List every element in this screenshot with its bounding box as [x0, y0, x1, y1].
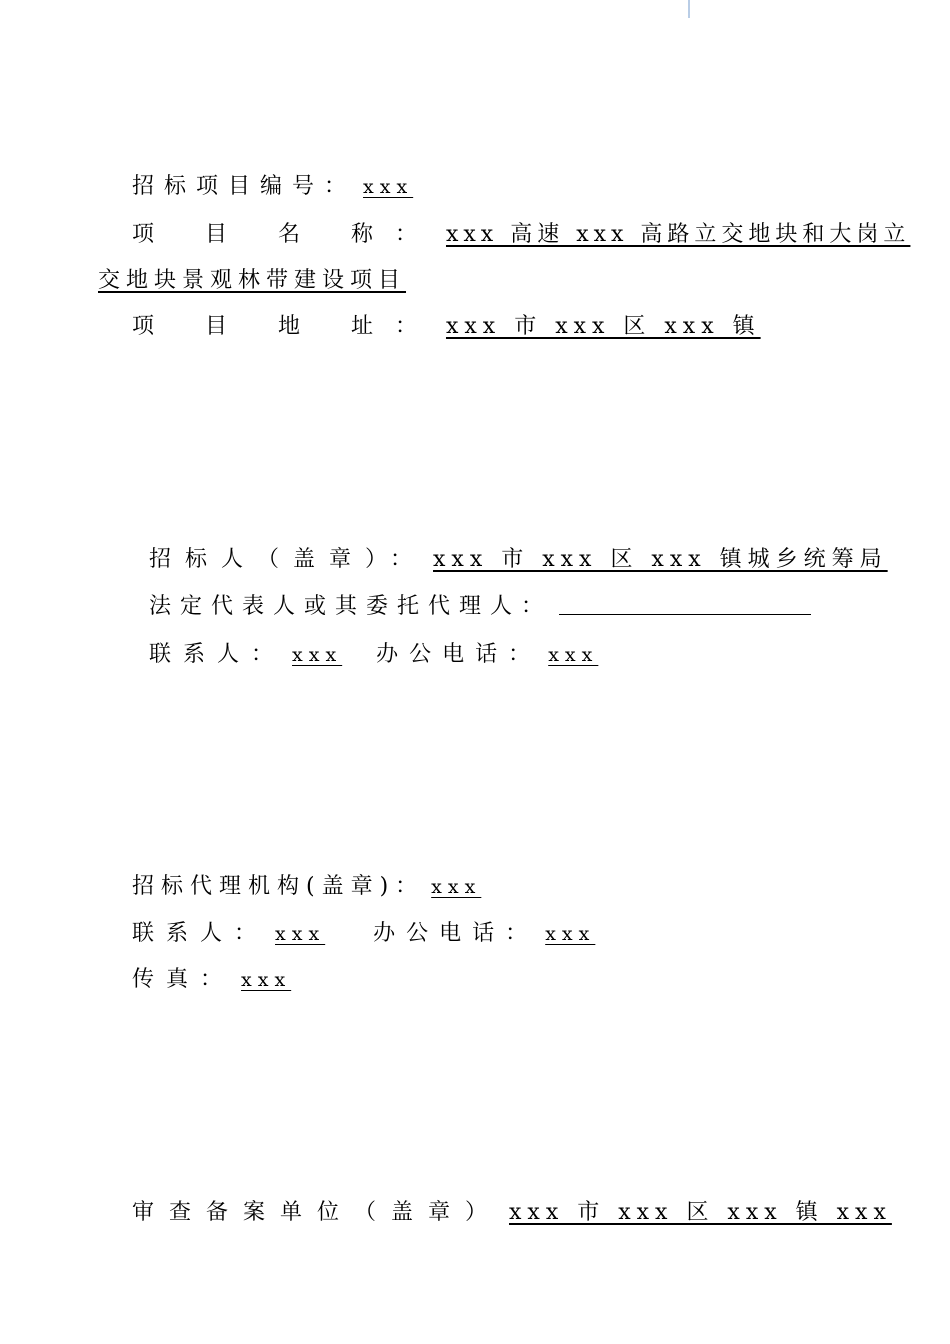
page-corner-mark	[688, 0, 690, 18]
project-name-row	[132, 220, 910, 250]
project-address-row	[132, 312, 761, 342]
legal-representative-row	[149, 592, 811, 622]
project-address-label: 项 目 地 址：	[132, 314, 439, 339]
agency-contact-row	[132, 919, 595, 949]
tenderer-row	[149, 545, 888, 575]
tenderer-label: 招标人（盖章）：	[149, 547, 427, 572]
agency-fax-value: xxx	[241, 969, 292, 991]
agency-contact-label: 联系人：	[132, 921, 269, 946]
project-number-value: xxx	[363, 176, 414, 198]
agency-fax-label: 传真：	[132, 967, 235, 992]
legal-representative-blank	[559, 592, 811, 615]
agency-contact-value: xxx	[275, 923, 326, 945]
agency-phone-value: xxx	[545, 923, 596, 945]
tenderer-contact-label: 联系人：	[149, 642, 286, 667]
review-unit-label: 审查备案单位（盖章）	[132, 1200, 503, 1225]
project-name-value-line1: xxx 高速 xxx 高路立交地块和大岗立	[445, 222, 911, 247]
tenderer-phone-value: xxx	[548, 644, 599, 666]
agency-label: 招标代理机构(盖章)：	[132, 874, 425, 899]
review-unit-row	[132, 1198, 892, 1228]
project-address-value: xxx 市 xxx 区 xxx 镇	[445, 314, 761, 339]
tenderer-value: xxx 市 xxx 区 xxx 镇城乡统筹局	[433, 547, 888, 572]
tenderer-contact-row	[149, 640, 598, 670]
agency-value: xxx	[431, 876, 482, 898]
agency-row	[132, 872, 481, 902]
agency-phone-label: 办公电话：	[373, 921, 539, 946]
project-name-value-line2: 交地块景观林带建设项目	[98, 268, 407, 293]
legal-representative-label: 法定代表人或其委托代理人：	[149, 594, 553, 619]
project-name-label: 项 目 名 称：	[132, 222, 439, 247]
agency-fax-row	[132, 965, 291, 995]
project-number-row	[132, 172, 413, 202]
tenderer-contact-value: xxx	[292, 644, 343, 666]
review-unit-value: xxx 市 xxx 区 xxx 镇 xxx	[509, 1200, 892, 1225]
project-number-label: 招标项目编号：	[132, 174, 357, 199]
project-name-row-continued	[98, 266, 406, 296]
tenderer-phone-label: 办公电话：	[376, 642, 542, 667]
